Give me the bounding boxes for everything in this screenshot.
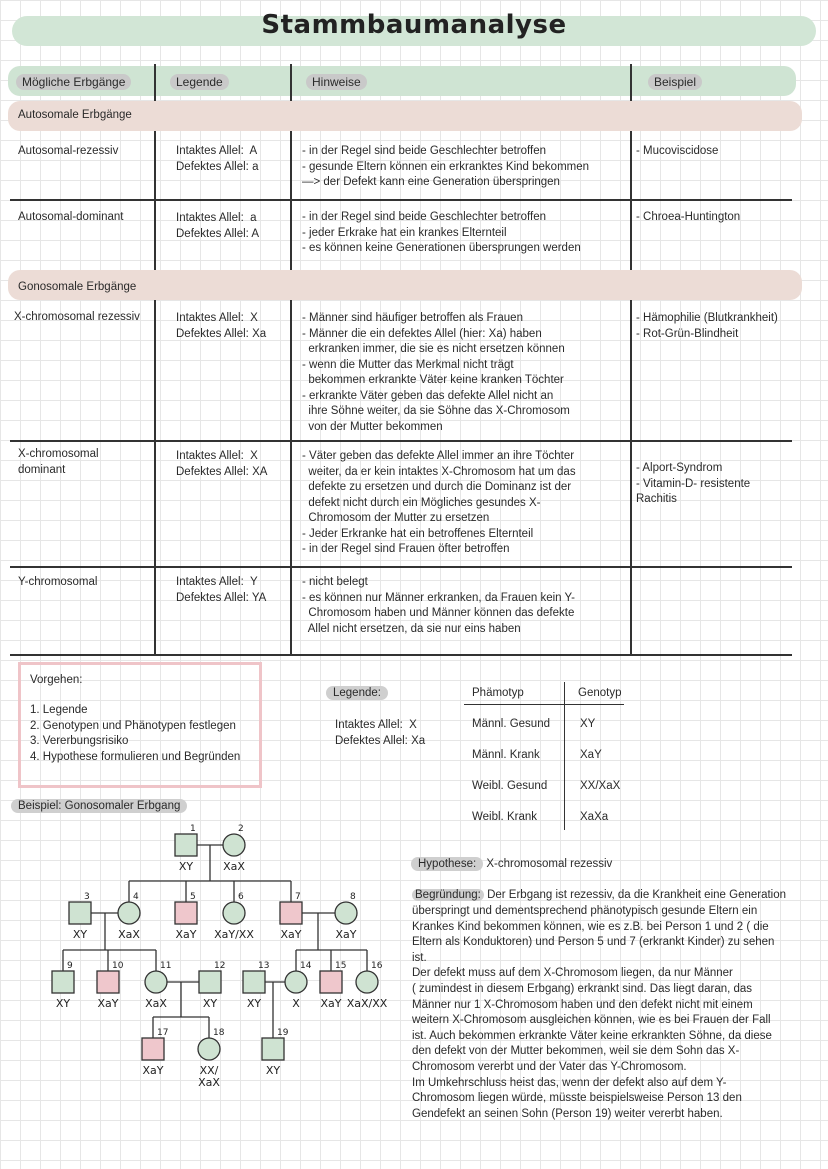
header-hinweise-label: Hinweise [306,74,367,90]
pheno-divider [564,682,565,830]
row-divider [10,566,792,568]
pedigree-person-3 [69,892,91,941]
pedigree-person-1 [175,824,197,873]
male-square [175,902,197,924]
female-circle [223,902,245,924]
hypothese [411,857,612,873]
female-circle [335,902,357,924]
pedigree-number: 15 [335,961,347,971]
male-square [262,1038,284,1060]
row-name: Autosomal-rezessiv [18,145,119,157]
male-square [175,834,197,856]
row-example: - Mucoviscidose [636,145,719,157]
pedigree-person-11 [145,961,171,1010]
header-beispiel [648,75,702,89]
male-square [52,971,74,993]
row-hints: - in der Regel sind beide Geschlechter betroffen - gesunde Eltern können ein erkranktes Kind bekommen —> der Defekt kann eine Generation überspringen [302,145,590,188]
hypothese-text: X-chromosomal rezessiv [486,858,613,870]
section-autosomal-label: Autosomale Erbgänge [18,109,132,121]
female-circle [118,902,140,924]
hypothese-label: Hypothese: [411,857,483,871]
legende-pill [326,686,388,702]
pedigree-genotype: XaY [320,997,342,1010]
female-circle [145,971,167,993]
pedigree-genotype: XaX [223,860,245,873]
pedigree-genotype: XaX [118,928,140,941]
pedigree-genotype: XaX [198,1076,220,1089]
male-square [142,1038,164,1060]
male-square [243,971,265,993]
begruendung-label: Begründung: [412,889,484,901]
row-legend: Intaktes Allel: Y Defektes Allel: YA [176,576,267,604]
pedigree-person-12 [199,961,225,1010]
pedigree-number: 5 [190,892,196,902]
pedigree-number: 19 [277,1028,289,1038]
pedigree-genotype: XaY [280,928,302,941]
header-erbgaenge [16,75,131,89]
female-circle [223,834,245,856]
geno-header: Genotyp [578,687,622,699]
row-name: Autosomal-dominant [18,211,124,223]
male-square [280,902,302,924]
begruendung-text: überspringt und dementsprechend phänotypisch gesunde Eltern ein Krankes Kind bekommen können, wie es z.B. bei Person 1 und 2 ( die Eltern als Konduktoren) und Person 5 und 7 (erkrankt Kinder) zu sehen ist. Der defekt muss auf dem X-Chromosom liegen, da nur Männer ( zumindest in diesem Erbgang) erkrankt sind. Das liegt daran, das Männer nur 1 X-Chromosom haben und den defekt nicht mit einem weitern X-Chromosom ausgleichen können, wie es bei Frauen der Fall ist. Auch bekommen erkrankte Väter keine erkrankten Söhne, da diese den defekt von der Mutter bekommen, weil sie dem Sohn das X- Chromosom vererbt und der Vater das Y-Chromosom. Im Umkehrschluss heist das, wenn der defekt also auf dem Y- Chromosom liegen würde, müsste beispielsweise Person 13 den Gendefekt an seinen Sohn (Person 19) weiter vererbt haben. [412,905,775,1120]
geno-cell: XX/XaX [580,780,621,792]
page-title: Stammbaumanalyse [261,10,567,40]
pedigree-genotype: XaX/XX [346,997,388,1010]
row-legend: Intaktes Allel: a Defektes Allel: A [176,212,260,240]
row-name: X-chromosomal dominant [18,448,99,476]
vorgehen-steps: 1. Legende 2. Genotypen und Phänotypen festlegen 3. Vererbungsrisiko 4. Hypothese formulieren und Begründen [30,704,241,763]
row-hints: - in der Regel sind beide Geschlechter betroffen - jeder Erkrake hat ein krankes Elternteil - es können keine Generationen übersprungen werden [302,211,581,254]
pedigree-number: 18 [213,1028,225,1038]
pedigree-number: 4 [133,892,139,902]
geno-cell: XaXa [580,811,609,823]
vorgehen-title: Vorgehen: [30,674,83,686]
pedigree-genotype: XX/ [199,1064,219,1077]
pedigree-person-13 [243,961,269,1010]
pheno-cell: Männl. Krank [472,749,540,761]
pedigree-number: 14 [300,961,312,971]
pedigree-number: 13 [258,961,270,971]
pedigree-genotype: XaY [97,997,119,1010]
male-square [320,971,342,993]
male-square [199,971,221,993]
geno-cell: XY [580,718,596,730]
pedigree-number: 12 [214,961,226,971]
row-hints: - Väter geben das defekte Allel immer an ihre Töchter weiter, da er kein intaktes X-Chromosom hat um das defekte zu ersetzen und durch die Dominanz ist der defekt nicht durch ein Mögliches gesundes X- Chromosom der Mutter zu ersetzen - Jeder Erkranke hat ein betroffenes Elternteil - in der Regel sind Frauen öfter betroffen [302,450,576,555]
row-divider [10,654,792,656]
pedigree-number: 10 [112,961,124,971]
header-hinweise [306,75,367,89]
pedigree-number: 9 [67,961,73,971]
pedigree-genotype: XaY [175,928,197,941]
pedigree-number: 17 [157,1028,169,1038]
section-gonosomal-label: Gonosomale Erbgänge [18,281,137,293]
pedigree-genotype: X [292,997,300,1010]
pedigree-genotype: XaX [145,997,167,1010]
example-label-text: Beispiel: Gonosomaler Erbgang [11,799,187,813]
pedigree-number: 16 [371,961,383,971]
pedigree-genotype: XY [246,997,262,1010]
pedigree-genotype: XY [202,997,218,1010]
pedigree-chart [0,815,410,1095]
pedigree-genotype: XaY [335,928,357,941]
pedigree-number: 3 [84,892,90,902]
begruendung-first-line: Der Erbgang ist rezessiv, da die Krankheit eine Generation [483,889,787,901]
legende-text: Intaktes Allel: X Defektes Allel: Xa [335,719,426,747]
header-legende [170,75,229,89]
pedigree-number: 8 [350,892,356,902]
pedigree-genotype: XY [178,860,194,873]
pedigree-person-17 [142,1028,168,1077]
pedigree-people [52,824,388,1089]
pedigree-genotype: XaY/XX [214,928,254,941]
legende-label: Legende: [326,686,388,700]
row-divider [10,440,792,442]
female-circle [198,1038,220,1060]
pedigree-genotype: XaY [142,1064,164,1077]
row-example: - Hämophilie (Blutkrankheit) - Rot-Grün-Blindheit [636,312,778,340]
pedigree-person-19 [262,1028,289,1077]
female-circle [285,971,307,993]
row-example: - Alport-Syndrom - Vitamin-D- resistente Rachitis [636,462,751,505]
pedigree-person-10 [97,961,124,1010]
header-legende-label: Legende [170,74,229,90]
male-square [69,902,91,924]
pedigree-person-2 [223,824,245,873]
pheno-cell: Männl. Gesund [472,718,550,730]
pedigree-number: 7 [295,892,301,902]
pheno-cell: Weibl. Krank [472,811,537,823]
row-name: Y-chromosomal [18,576,98,588]
geno-cell: XaY [580,749,602,761]
row-hints: - nicht belegt - es können nur Männer erkranken, da Frauen kein Y- Chromosom haben und Männer können das defekte Allel nicht ersetzen, da sie nur eins haben [302,576,575,635]
header-erbgaenge-label: Mögliche Erbgänge [16,74,131,90]
pheno-header: Phämotyp [472,687,524,699]
row-name: X-chromosomal rezessiv [14,311,140,323]
pedigree-person-18 [198,1028,225,1089]
pedigree-genotype: XY [265,1064,281,1077]
pheno-header-line [464,704,624,705]
pedigree-number: 1 [190,824,196,834]
example-label [11,799,187,815]
row-divider [10,199,792,201]
header-beispiel-label: Beispiel [648,74,702,90]
male-square [97,971,119,993]
row-legend: Intaktes Allel: X Defektes Allel: Xa [176,312,267,340]
pedigree-person-14 [285,961,312,1010]
pedigree-genotype: XY [55,997,71,1010]
pheno-cell: Weibl. Gesund [472,780,548,792]
pedigree-number: 11 [160,961,172,971]
pedigree-number: 2 [238,824,244,834]
pedigree-person-15 [320,961,346,1010]
pedigree-genotype: XY [72,928,88,941]
female-circle [356,971,378,993]
pedigree-number: 6 [238,892,244,902]
row-legend: Intaktes Allel: X Defektes Allel: XA [176,450,268,478]
row-legend: Intaktes Allel: A Defektes Allel: a [176,145,259,173]
pedigree-person-8 [335,892,357,941]
row-example: - Chroea-Huntington [636,211,741,223]
begruendung-first [412,888,786,904]
row-hints: - Männer sind häufiger betroffen als Frauen - Männer die ein defektes Allel (hier: Xa) haben erkranken immer, die sie es nicht ersetzen können - wenn die Mutter das Merkmal nicht trägt bekommen erkrankte Väter keine kranken Töchter - erkrankte Väter geben das defekte Allel nicht an ihre Söhne weiter, da sie Söhne das X-Chromosom von der Mutter bekommen [302,312,570,433]
